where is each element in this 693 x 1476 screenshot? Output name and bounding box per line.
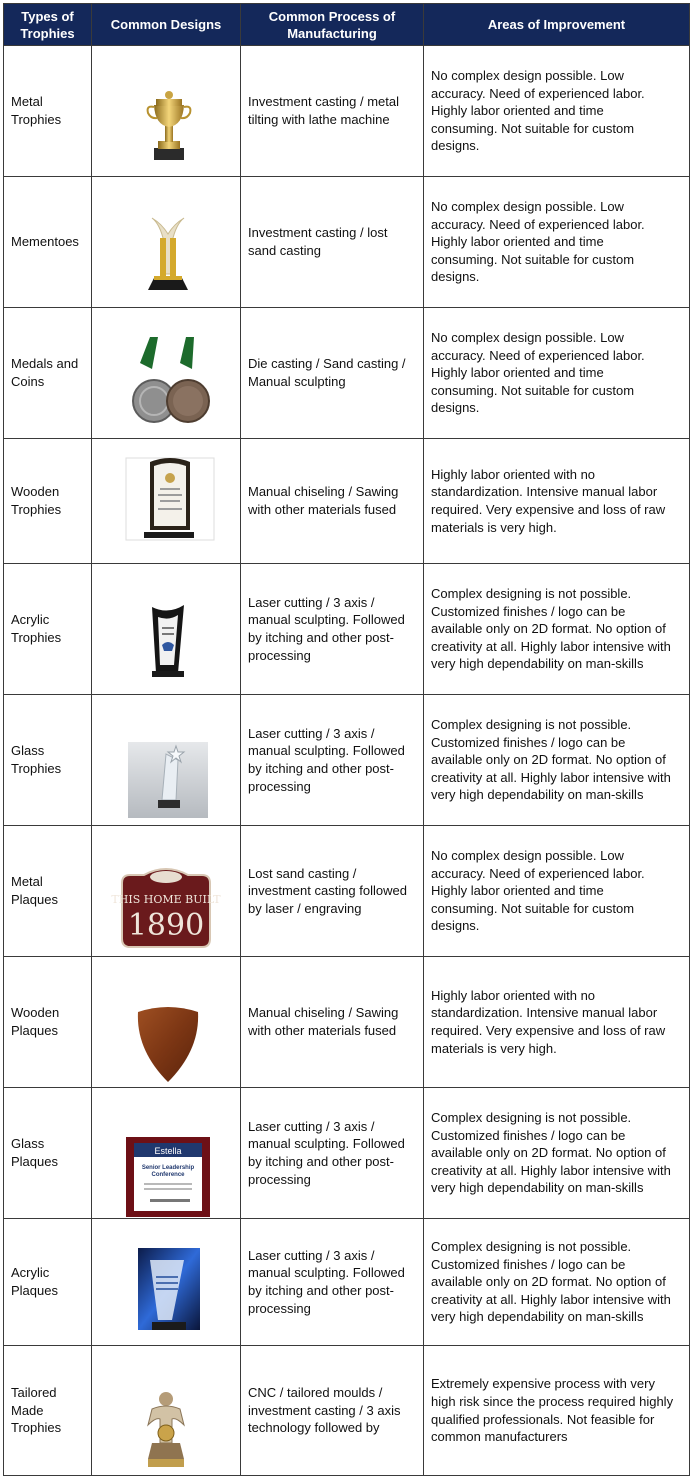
trophy-type: Medals and Coins	[4, 308, 92, 439]
improvement-areas: Extremely expensive process with very high risk since the process required highly qualified professionals. Not feasible for common manufacturers	[424, 1346, 690, 1476]
figurine-trophy-icon	[92, 1347, 241, 1475]
trophy-type: Metal Trophies	[4, 46, 92, 177]
glass-plaque-icon	[92, 1089, 241, 1218]
table-row	[4, 439, 690, 564]
improvement-areas: Complex designing is not possible. Customized finishes / logo can be available only on 2D format. No option of creativity at all. Highly labor intensive with very high dependability on man-skills	[424, 1088, 690, 1219]
wooden-shield-icon	[92, 958, 241, 1087]
header-designs: Common Designs	[92, 4, 241, 46]
table-row	[4, 957, 690, 1088]
table-row	[4, 1219, 690, 1346]
improvement-areas: No complex design possible. Low accuracy. Need of experienced labor. Highly labor oriented and time consuming. Not suitable for custom designs.	[424, 46, 690, 177]
wooden-trophy-icon	[92, 440, 241, 563]
trophy-type: Metal Plaques	[4, 826, 92, 957]
manufacturing-process: Laser cutting / 3 axis / manual sculpting. Followed by itching and other post- processing	[241, 1219, 424, 1346]
medals-icon	[92, 309, 241, 438]
manufacturing-process: Laser cutting / 3 axis / manual sculpting. Followed by itching and other post- processing	[241, 564, 424, 695]
glass-star-trophy-icon	[92, 696, 241, 825]
table-row	[4, 826, 690, 957]
manufacturing-process: Laser cutting / 3 axis / manual sculpting. Followed by itching and other post- processing	[241, 695, 424, 826]
improvement-areas: Complex designing is not possible. Customized finishes / logo can be available only on 2D format. No option of creativity at all. Highly labor intensive with very high dependability on man-skills	[424, 695, 690, 826]
manufacturing-process: CNC / tailored moulds / investment casting / 3 axis technology followed by	[241, 1346, 424, 1476]
gold-cup-trophy-icon	[92, 47, 241, 176]
improvement-areas: Complex designing is not possible. Customized finishes / logo can be available only on 2D format. No option of creativity at all. Highly labor intensive with very high dependability on man-skills	[424, 1219, 690, 1346]
table-row	[4, 46, 690, 177]
trophy-type: Glass Trophies	[4, 695, 92, 826]
trophy-type: Glass Plaques	[4, 1088, 92, 1219]
plaque-caption: THIS HOME BUILT	[111, 892, 221, 906]
trophy-type: Acrylic Plaques	[4, 1219, 92, 1346]
improvement-areas: Highly labor oriented with no standardization. Intensive manual labor required. Very expensive and loss of raw materials is very high.	[424, 957, 690, 1088]
trophy-type: Acrylic Trophies	[4, 564, 92, 695]
manufacturing-process: Investment casting / metal tilting with lathe machine	[241, 46, 424, 177]
trophy-type: Wooden Plaques	[4, 957, 92, 1088]
table-row	[4, 177, 690, 308]
metal-plaque-icon	[92, 827, 241, 956]
manufacturing-process: Die casting / Sand casting / Manual sculpting	[241, 308, 424, 439]
table-row	[4, 1346, 690, 1476]
improvement-areas: Highly labor oriented with no standardization. Intensive manual labor required. Very expensive and loss of raw materials is very high.	[424, 439, 690, 564]
improvement-areas: No complex design possible. Low accuracy. Need of experienced labor. Highly labor oriented and time consuming. Not suitable for custom designs.	[424, 308, 690, 439]
trophy-comparison-table	[3, 3, 690, 1476]
acrylic-trophy-icon	[92, 565, 241, 694]
gold-memento-icon	[92, 178, 241, 307]
manufacturing-process: Laser cutting / 3 axis / manual sculpting. Followed by itching and other post- processing	[241, 1088, 424, 1219]
plaque-title-text: Senior Leadership	[141, 1164, 195, 1171]
plaque-year: 1890	[127, 907, 205, 943]
header-improvement: Areas of Improvement	[424, 4, 690, 46]
trophy-type: Wooden Trophies	[4, 439, 92, 564]
plaque-subtitle-text: Conference	[151, 1171, 185, 1178]
plaque-logo-text: Estella	[154, 1145, 182, 1156]
trophy-type: Mementoes	[4, 177, 92, 308]
manufacturing-process: Investment casting / lost sand casting	[241, 177, 424, 308]
header-process: Common Process of Manufacturing	[241, 4, 424, 46]
manufacturing-process: Manual chiseling / Sawing with other materials fused	[241, 439, 424, 564]
improvement-areas: Complex designing is not possible. Customized finishes / logo can be available only on 2D format. No option of creativity at all. Highly labor intensive with very high dependability on man-skills	[424, 564, 690, 695]
improvement-areas: No complex design possible. Low accuracy. Need of experienced labor. Highly labor oriented and time consuming. Not suitable for custom designs.	[424, 177, 690, 308]
improvement-areas: No complex design possible. Low accuracy. Need of experienced labor. Highly labor oriented and time consuming. Not suitable for custom designs.	[424, 826, 690, 957]
table-row	[4, 564, 690, 695]
table-row	[4, 1088, 690, 1219]
table-header-row	[4, 4, 690, 46]
trophy-type: Tailored Made Trophies	[4, 1346, 92, 1476]
table-row	[4, 695, 690, 826]
table-row	[4, 308, 690, 439]
manufacturing-process: Lost sand casting / investment casting followed by laser / engraving	[241, 826, 424, 957]
header-types: Types of Trophies	[4, 4, 92, 46]
manufacturing-process: Manual chiseling / Sawing with other materials fused	[241, 957, 424, 1088]
acrylic-plaque-icon	[92, 1220, 241, 1345]
